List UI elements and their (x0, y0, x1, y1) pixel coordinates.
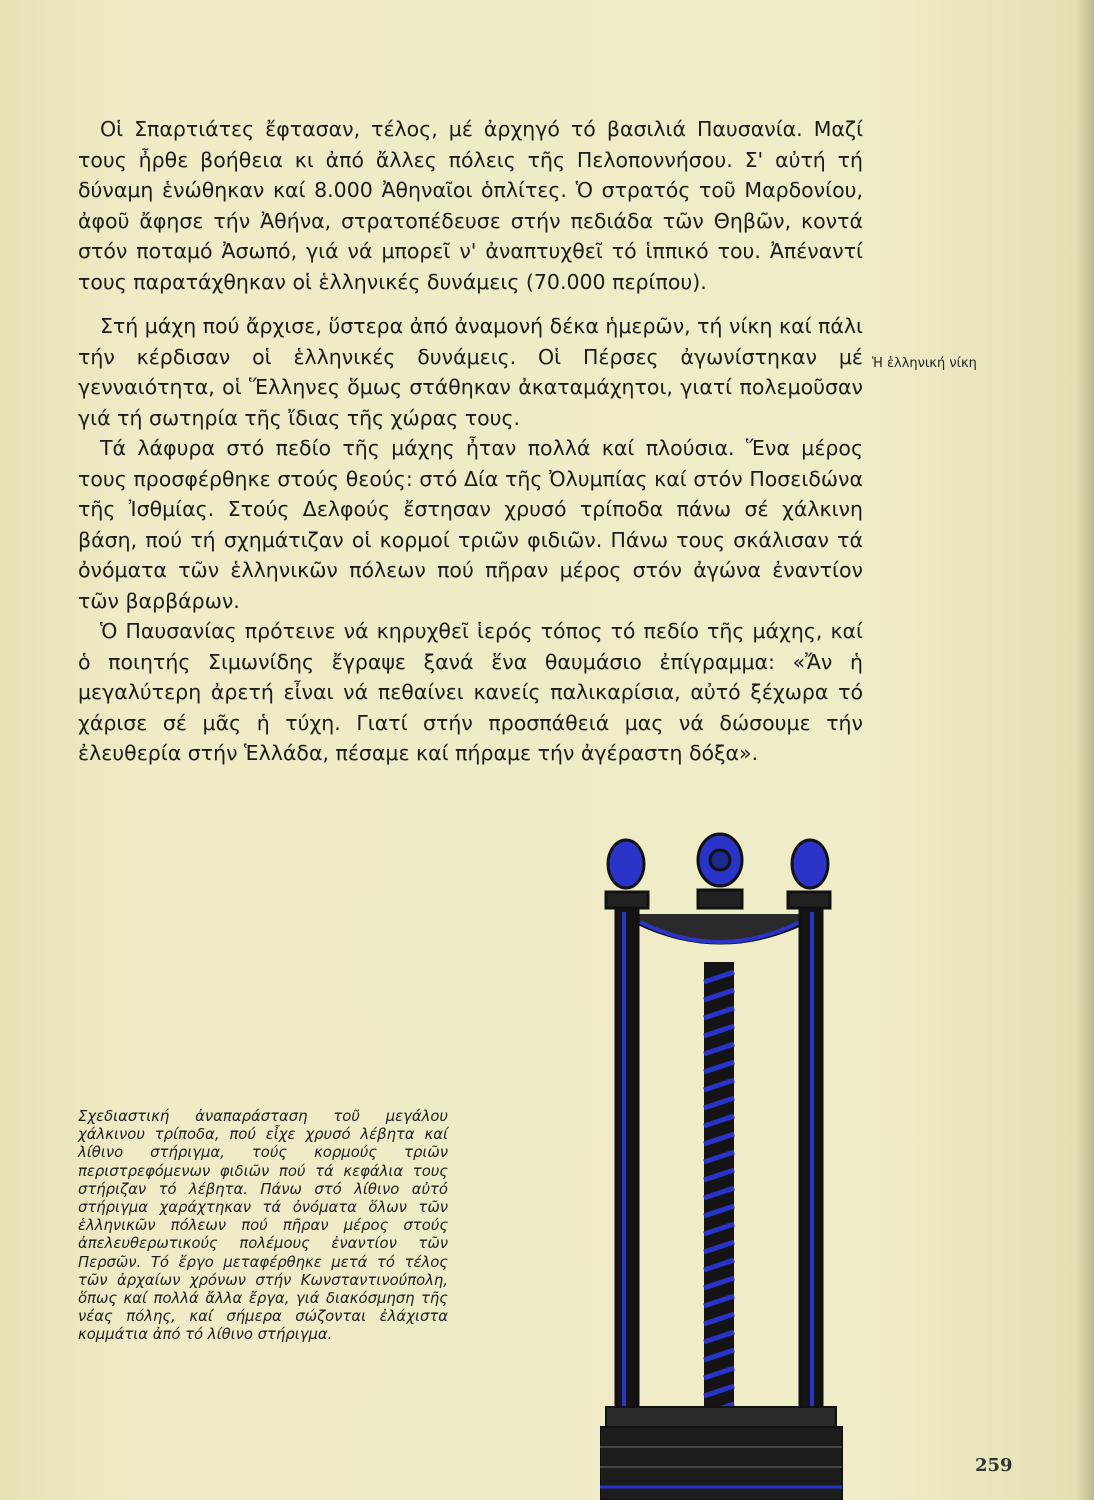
page-edge-shadow (1076, 0, 1094, 1500)
stone-base-top (606, 1407, 836, 1427)
margin-heading: Ἡ ἑλληνική νίκη (872, 356, 977, 371)
paragraph-4: Ὁ Παυσανίας πρότεινε νά κηρυχθεῖ ἱερός τόπος τό πεδίο τῆς μάχης, καί ὁ ποιητής Σιμωνίδης ἔγραψε ξανά ἕνα θαυμάσιο ἐπίγραμμα: «Ἄν ἡ μεγαλύτερη ἀρετή εἶναι νά πεθαίνει κανείς παλικαρίσια, αὐτό ξέχωρα τό χάρισε σέ μᾶς ἡ τύχη. Γιατί στήν προσπάθειά μας νά δώσουμε τήν ἐλευθερία στήν Ἑλλάδα, πέσαμε καί πήραμε τήν ἀγέραστη δόξα». (78, 619, 863, 765)
main-text (78, 114, 863, 769)
figure-caption: Σχεδιαστική ἀναπαράσταση τοῦ μεγάλου χάλκινου τρίποδα, πού εἶχε χρυσό λέβητα καί λίθινο στήριγμα, τούς κορμούς τριῶν περιστρεφόμενων φιδιῶν πού τά κεφάλια τους στήριζαν τό λέβητα. Πάνω στό λίθινο αὐτό στήριγμα χαράχτηκαν τά ὀνόματα ὅλων τῶν ἑλληνικῶν πόλεων πού πῆραν μέρος στούς ἀπελευθερωτικούς πολέμους ἐναντίον τῶν Περσῶν. Τό ἔργο μεταφέρθηκε μετά τό τέλος τῶν ἀρχαίων χρόνων στήν Κωνσταντινούπολη, ὅπως καί πολλά ἄλλα ἔργα, γιά διακόσμηση τῆς νέας πόλης, καί σήμερα σώζονται ἐλάχιστα κομμάτια ἀπό τό λίθινο στήριγμα. (78, 1108, 448, 1344)
paragraph-2: Στή μάχη πού ἄρχισε, ὕστερα ἀπό ἀναμονή δέκα ἡμερῶν, τή νίκη καί πάλι τήν κέρδισαν οἱ ἑλληνικές δυνάμεις. Οἱ Πέρσες ἀγωνίστηκαν μέ γενναιότητα, οἱ Ἕλληνες ὅμως στάθηκαν ἀκαταμάχητοι, γιατί πολεμοῦσαν γιά τή σωτηρία τῆς ἴδιας τῆς χώρας τους. (78, 314, 863, 430)
tripod-illustration (600, 822, 880, 1500)
stone-base (600, 1427, 842, 1500)
paragraph-1: Οἱ Σπαρτιάτες ἔφτασαν, τέλος, μέ ἀρχηγό τό βασιλιά Παυσανία. Μαζί τους ἦρθε βοήθεια κι ἀπό ἄλλες πόλεις τῆς Πελοποννήσου. Σ' αὐτή τή δύναμη ἑνώθηκαν καί 8.000 Ἀθηναῖοι ὁπλίτες. Ὁ στρατός τοῦ Μαρδονίου, ἀφοῦ ἄφησε τήν Ἀθήνα, στρατοπέδευσε στήν πεδιάδα τῶν Θηβῶν, κοντά στόν ποταμό Ἀσωπό, γιά νά μπορεῖ ν' ἀναπτυχθεῖ τό ἱππικό του. Ἀπέναντί τους παρατάχθηκαν οἱ ἑλληνικές δυνάμεις (70.000 περίπου). (78, 117, 863, 294)
column-left (616, 908, 638, 1408)
page-number: 259 (975, 1455, 1013, 1476)
serpent-head-left (608, 840, 644, 888)
paragraph-3: Τά λάφυρα στό πεδίο τῆς μάχης ἦταν πολλά καί πλούσια. Ἕνα μέρος τους προσφέρθηκε στούς θεούς: στό Δία τῆς Ὀλυμπίας καί στόν Ποσειδώνα τῆς Ἰσθμίας. Στούς Δελφούς ἔστησαν χρυσό τρίποδα πάνω σέ χάλκινη βάση, πού τή σχημάτιζαν οἱ κορμοί τριῶν φιδιῶν. Πάνω τους σκάλισαν τά ὀνόματα τῶν ἑλληνικῶν πόλεων πού πῆραν μέρος στόν ἀγώνα ἐναντίον τῶν βαρβάρων. (78, 436, 863, 613)
serpent-head-right (792, 840, 828, 888)
